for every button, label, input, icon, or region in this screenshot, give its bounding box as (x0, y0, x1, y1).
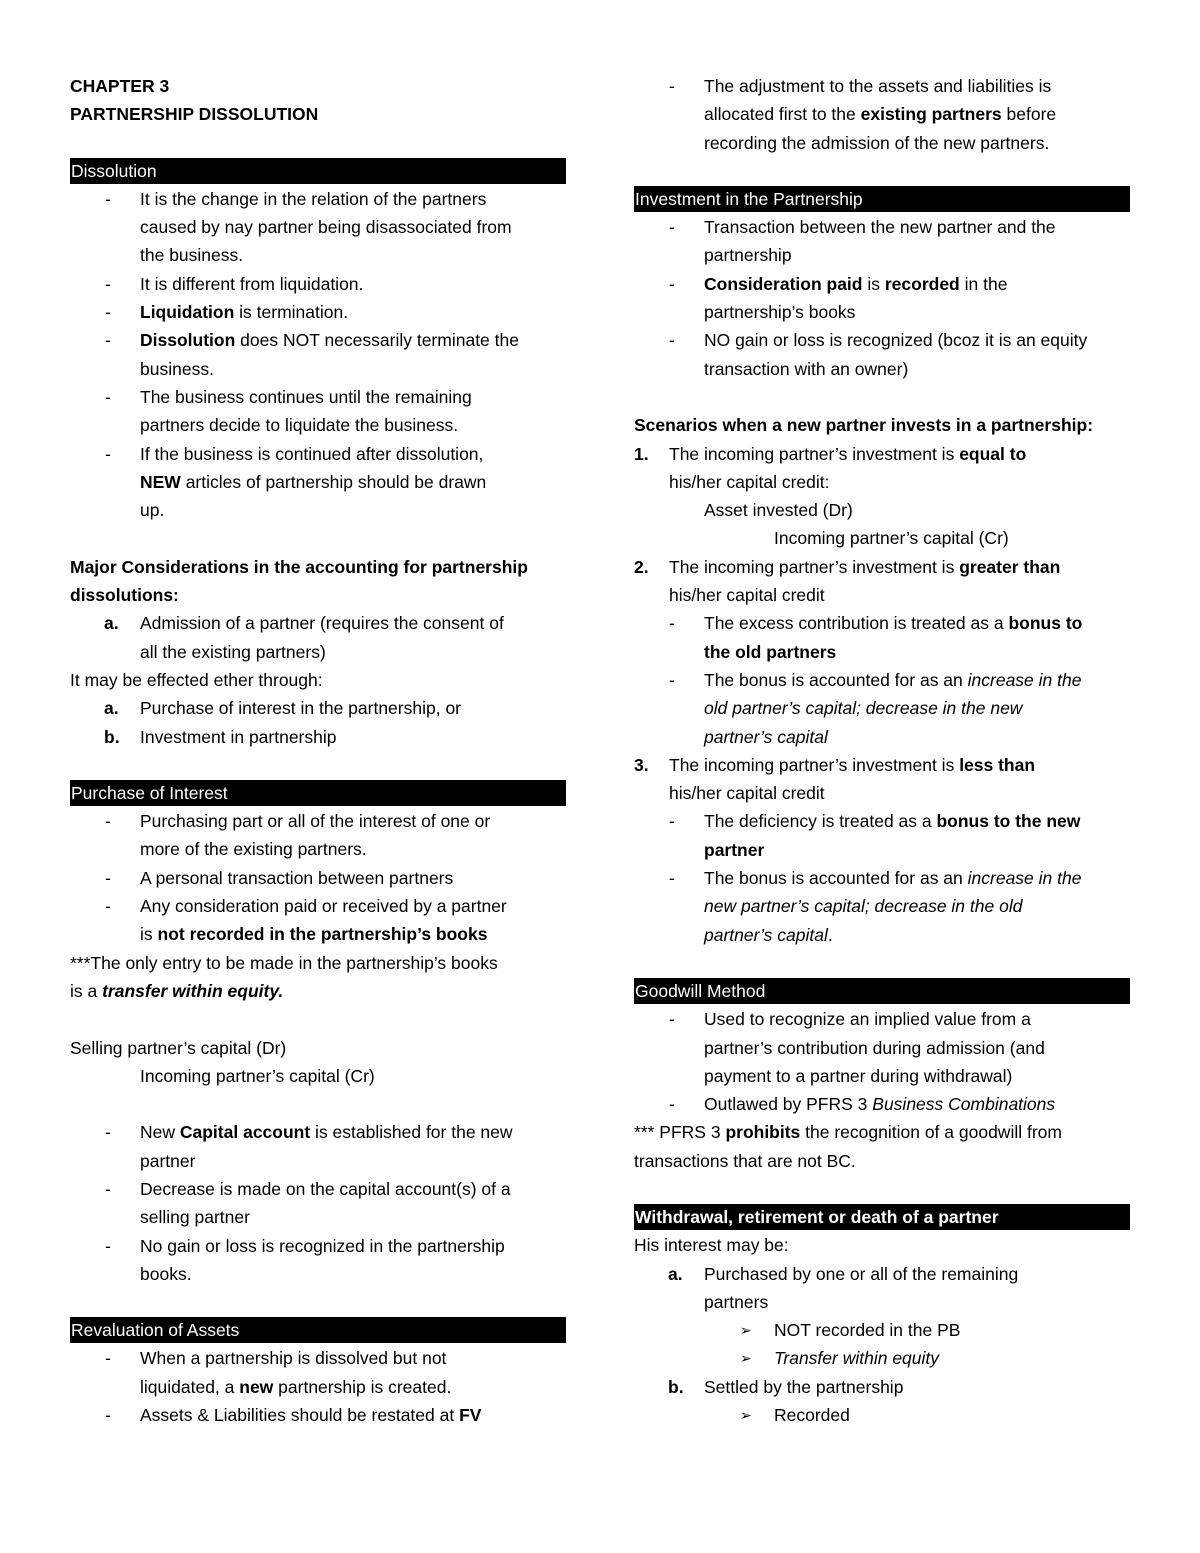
note-cont: transactions that are not BC. (634, 1150, 856, 1171)
list-item-cont: allocated first to the existing partners before (704, 104, 1057, 125)
major-considerations-heading-cont: dissolutions: (70, 585, 179, 606)
list-item-cont: the business. (140, 245, 244, 266)
list-item: - The deficiency is treated as a bonus to the new (634, 807, 1130, 835)
section-header-revaluation: Revaluation of Assets (70, 1317, 566, 1343)
list-item: - Used to recognize an implied value from a (634, 1005, 1130, 1033)
list-item: - NO gain or loss is recognized (bcoz it is an equity (634, 326, 1130, 354)
list-item: - When a partnership is dissolved but not (70, 1344, 566, 1372)
list-item: - The bonus is accounted for as an increase in the (634, 864, 1130, 892)
scenario-item: 2. The incoming partner’s investment is greater than (634, 556, 1061, 577)
section-header-withdrawal: Withdrawal, retirement or death of a partner (634, 1204, 1130, 1230)
list-item: - Any consideration paid or received by a partner (70, 892, 566, 920)
arrow-bullet-icon: ➢ (740, 1322, 752, 1339)
list-item-cont: recording the admission of the new partners. (704, 132, 1050, 153)
page-title: PARTNERSHIP DISSOLUTION (70, 104, 319, 125)
section-header-purchase-of-interest: Purchase of Interest (70, 780, 566, 806)
list-item-cont: is not recorded in the partnership’s books (140, 924, 488, 945)
list-item-cont: partner (704, 839, 765, 860)
list-item-cont: old partner’s capital; decrease in the new (704, 698, 1023, 719)
paragraph: It may be effected ether through: (70, 669, 323, 690)
scenario-item-cont: his/her capital credit (669, 783, 825, 804)
list-item: - It is different from liquidation. (70, 270, 566, 298)
list-item: - A personal transaction between partners (70, 864, 566, 892)
journal-entry-credit: Incoming partner’s capital (Cr) (774, 528, 1009, 549)
scenario-item-cont: his/her capital credit (669, 585, 825, 606)
list-item: - The bonus is accounted for as an increase in the (634, 666, 1130, 694)
list-item: a. Purchased by one or all of the remaining (668, 1263, 1019, 1284)
scenario-item-cont: his/her capital credit: (669, 471, 830, 492)
section-header-goodwill: Goodwill Method (634, 978, 1130, 1004)
note: *** PFRS 3 prohibits the recognition of a goodwill from (634, 1122, 1062, 1143)
list-item-cont: liquidated, a new partnership is created. (140, 1376, 452, 1397)
list-item: - It is the change in the relation of the partners (70, 185, 566, 213)
sub-list-item: ➢ Transfer within equity (634, 1344, 1130, 1372)
list-item: - The adjustment to the assets and liabilities is (634, 72, 1130, 100)
arrow-bullet-icon: ➢ (740, 1350, 752, 1367)
list-item: a. Admission of a partner (requires the consent of (104, 613, 504, 634)
list-item-cont: up. (140, 500, 165, 521)
list-item-cont: partner’s contribution during admission (and (704, 1037, 1045, 1058)
note-cont: is a transfer within equity. (70, 980, 284, 1001)
scenarios-heading: Scenarios when a new partner invests in a partnership: (634, 415, 1094, 436)
list-item: - The excess contribution is treated as a bonus to (634, 609, 1130, 637)
scenario-item: 3. The incoming partner’s investment is less than (634, 754, 1036, 775)
list-item: - Purchasing part or all of the interest of one or (70, 807, 566, 835)
major-considerations-heading: Major Considerations in the accounting for partnership (70, 556, 528, 577)
list-item: - Transaction between the new partner and the (634, 213, 1130, 241)
list-item: - New Capital account is established for the new (70, 1118, 566, 1146)
list-item-cont: partners (704, 1291, 769, 1312)
list-item-cont: caused by nay partner being disassociated from (140, 217, 512, 238)
list-item: a. Purchase of interest in the partnership, or (104, 698, 462, 719)
list-item: - No gain or loss is recognized in the partnership (70, 1232, 566, 1260)
paragraph: His interest may be: (634, 1235, 789, 1256)
list-item-cont: partner (140, 1150, 196, 1171)
right-column (634, 72, 1130, 1429)
list-item: - If the business is continued after dissolution, (70, 440, 566, 468)
sub-list-item: ➢ NOT recorded in the PB (634, 1316, 1130, 1344)
list-item-cont: the old partners (704, 641, 837, 662)
scenario-item: 1. The incoming partner’s investment is equal to (634, 443, 1027, 464)
sub-list-item: ➢ Recorded (634, 1401, 1130, 1429)
arrow-bullet-icon: ➢ (740, 1407, 752, 1424)
list-item-cont: transaction with an owner) (704, 358, 909, 379)
list-item-cont: partner’s capital (704, 726, 828, 747)
list-item: - Outlawed by PFRS 3 Business Combinations (634, 1090, 1130, 1118)
list-item: - The business continues until the remaining (70, 383, 566, 411)
journal-entry-debit: Selling partner’s capital (Dr) (70, 1037, 287, 1058)
list-item-cont: partner’s capital. (704, 924, 833, 945)
list-item-cont: all the existing partners) (140, 641, 326, 662)
list-item: - Dissolution does NOT necessarily terminate the (70, 326, 566, 354)
list-item: - Decrease is made on the capital account(s) of a (70, 1175, 566, 1203)
list-item-cont: more of the existing partners. (140, 839, 367, 860)
list-item-cont: payment to a partner during withdrawal) (704, 1065, 1013, 1086)
journal-entry-credit: Incoming partner’s capital (Cr) (140, 1065, 375, 1086)
list-item-cont: new partner’s capital; decrease in the old (704, 896, 1023, 917)
note: ***The only entry to be made in the partnership’s books (70, 952, 498, 973)
section-header-investment: Investment in the Partnership (634, 186, 1130, 212)
list-item-cont: books. (140, 1263, 192, 1284)
list-item-cont: selling partner (140, 1207, 250, 1228)
list-item-cont: NEW articles of partnership should be drawn (140, 471, 487, 492)
list-item-cont: partners decide to liquidate the business. (140, 415, 459, 436)
list-item-cont: partnership’s books (704, 302, 856, 323)
list-item-cont: partnership (704, 245, 792, 266)
list-item: b. Investment in partnership (104, 726, 337, 747)
list-item: b. Settled by the partnership (668, 1376, 904, 1397)
chapter-number: CHAPTER 3 (70, 76, 170, 96)
journal-entry-debit: Asset invested (Dr) (704, 500, 853, 521)
left-column (70, 72, 566, 1429)
list-item: - Assets & Liabilities should be restated at FV (70, 1401, 566, 1429)
list-item: - Consideration paid is recorded in the (634, 270, 1130, 298)
list-item: - Liquidation is termination. (70, 298, 566, 326)
list-item-cont: business. (140, 358, 214, 379)
section-header-dissolution: Dissolution (70, 158, 566, 184)
